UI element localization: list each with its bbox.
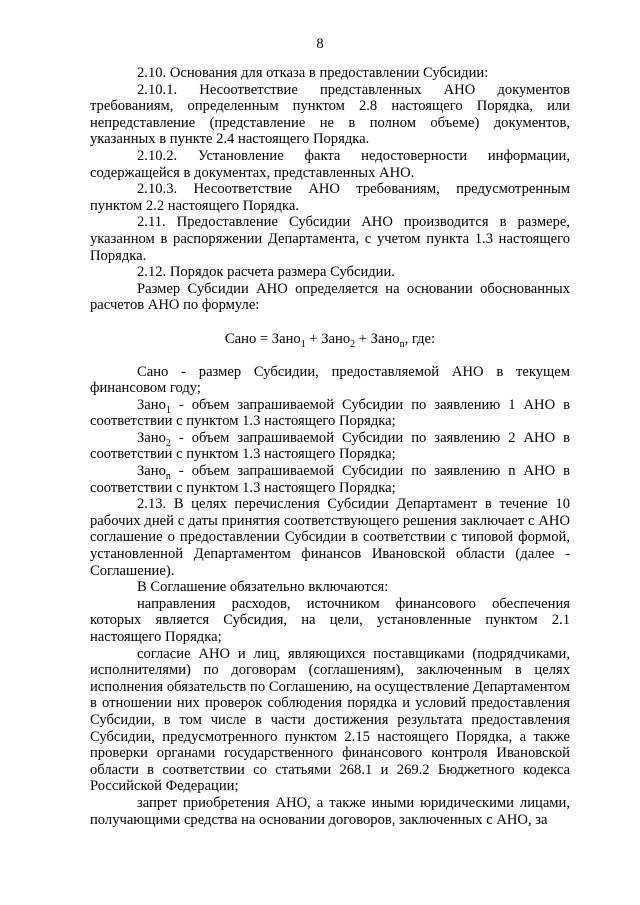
formula-sub-n: n (399, 338, 405, 350)
definition-zano-2 (90, 430, 570, 463)
formula-plus-2: + (355, 330, 371, 347)
definition-zano-1 (90, 397, 570, 430)
formula-lhs: Сано = (224, 330, 272, 347)
paragraph-2-10-1: 2.10.1. Несоответствие представленных АНО документов требованиям, определенным пунктом 2.8 настоящего Порядка, или непредставление (представление не в полном объеме) документов, указанных в пункте 2.4 настоящего Порядка. (90, 81, 570, 148)
document-body (90, 65, 570, 828)
definition-sano: Сано - размер Субсидии, предоставляемой АНО в текущем финансовом году; (90, 363, 570, 397)
paragraph-2-12: 2.12. Порядок расчета размера Субсидии. (137, 264, 395, 281)
formula-sub-2: 2 (350, 338, 356, 350)
formula-term-2: Зано (321, 330, 351, 347)
definition-zano-n-text: - объем запрашиваемой Субсидии по заявлению n АНО в соответствии с пунктом 1.3 настоящего Порядка; (90, 463, 570, 496)
definition-zano-n-sub: n (165, 470, 171, 482)
definition-zano-1-term: Зано (137, 396, 166, 413)
paragraph-2-10-3: 2.10.3. Несоответствие АНО требованиям, предусмотренным пунктом 2.2 настоящего Порядка. (90, 181, 570, 214)
formula-tail: , где: (404, 330, 436, 347)
definition-zano-2-text: - объем запрашиваемой Субсидии по заявлению 2 АНО в соответствии с пунктом 1.3 настоящего Порядка; (90, 429, 570, 463)
definition-zano-n-term: Зано (137, 463, 166, 480)
definition-zano-1-text: - объем запрашиваемой Субсидии по заявлению 1 АНО в соответствии с пунктом 1.3 настоящего Порядка; (90, 396, 570, 430)
definition-zano-1-sub: 1 (165, 404, 171, 416)
formula-sub-1: 1 (300, 338, 306, 350)
formula-term-n: Зано (370, 330, 400, 347)
agreement-item-directions: направления расходов, источником финансового обеспечения которых является Субсидия, на цели, установленные пунктом 2.1 настоящего Порядка; (90, 595, 570, 645)
paragraph-2-11: 2.11. Предоставление Субсидии АНО производится в размере, указанном в распоряжении Департамента, с учетом пункта 1.3 настоящего Порядка. (90, 214, 570, 264)
definition-zano-n (90, 463, 570, 496)
agreement-item-consent: согласие АНО и лиц, являющихся поставщиками (подрядчиками, исполнителями) по договорам (соглашениям), заключенным в целях исполнения обязательств по Соглашению, на осуществление Департаментом в отношении них проверок соблюдения порядка и условий предоставления Субсидии, в том числе в части достижения результата предоставления Субсидии, предусмотренного пунктом 2.15 настоящего Порядка, а также проверки органами государственного финансового контроля Ивановской области в соответствии со статьями 268.1 и 269.2 Бюджетного кодекса Российской Федерации; (90, 645, 570, 795)
paragraph-2-13: 2.13. В целях перечисления Субсидии Департамент в течение 10 рабочих дней с даты принятия соответствующего решения заключает с АНО соглашение о предоставлении Субсидии в соответствии с типовой формой, установленной Департаментом финансов Ивановской области (далее - Соглашение). (90, 496, 570, 579)
formula-term-1: Зано (271, 330, 301, 347)
agreement-item-ban: запрет приобретения АНО, а также иными юридическими лицами, получающими средства на основании договоров, заключенных с АНО, за (90, 794, 570, 828)
definition-zano-2-term: Зано (137, 429, 166, 446)
subsidy-formula (90, 331, 570, 348)
paragraph-2-10-2: 2.10.2. Установление факта недостоверности информации, содержащейся в документах, представленных АНО. (90, 147, 570, 181)
formula-plus-1: + (305, 330, 322, 347)
page-number: 8 (316, 36, 324, 52)
agreement-intro: В Соглашение обязательно включаются: (137, 579, 389, 596)
paragraph-2-10: 2.10. Основания для отказа в предоставлении Субсидии: (137, 65, 489, 81)
definition-zano-2-sub: 2 (165, 437, 171, 449)
paragraph-2-12-intro: Размер Субсидии АНО определяется на основании обоснованных расчетов АНО по формуле: (90, 280, 570, 314)
